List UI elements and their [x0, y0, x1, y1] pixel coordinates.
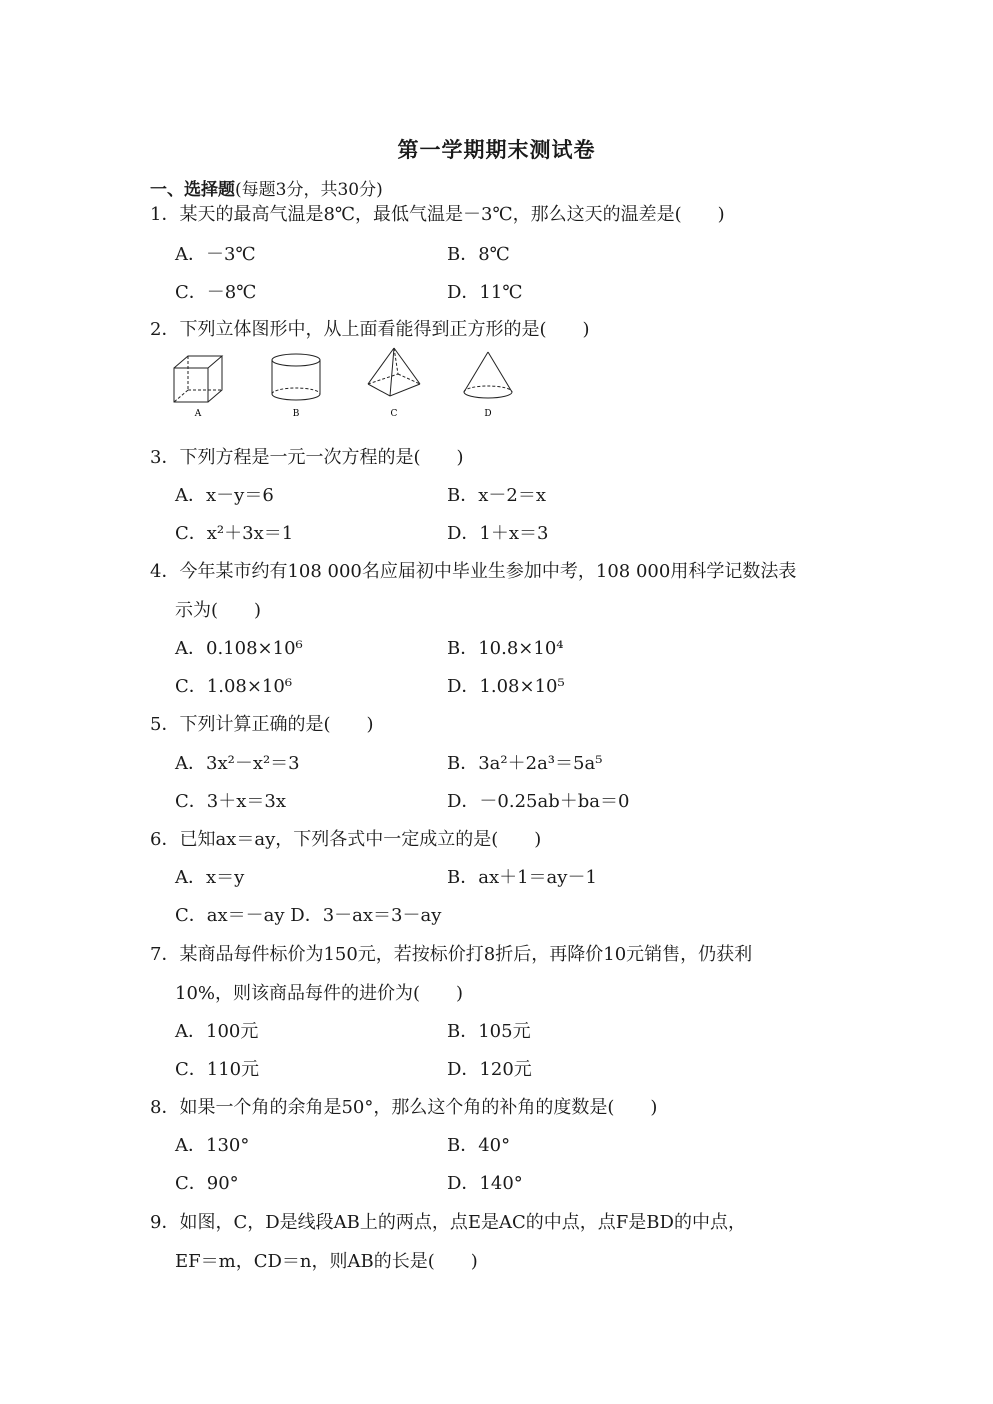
option-d: D．11℃	[447, 282, 523, 303]
question-text: 如图，C，D是线段AB上的两点，点E是AC的中点，点F是BD的中点，	[179, 1212, 746, 1233]
figure-label-c: C	[390, 409, 398, 419]
option-b: B．x－2＝x	[447, 485, 546, 506]
question-text: 某天的最高气温是8℃，最低气温是－3℃，那么这天的温差是( )	[179, 204, 725, 225]
question-1	[150, 200, 725, 226]
question-8	[150, 1093, 657, 1119]
option-b: B．40°	[447, 1135, 511, 1156]
section-note: (每题3分，共30分)	[235, 180, 383, 200]
option-c-d: C．ax＝－ay D．3－ax＝3－ay	[175, 905, 442, 926]
option-b: B．3a²＋2a³＝5a⁵	[447, 753, 603, 774]
option-a: A．3x²－x²＝3	[175, 753, 300, 774]
question-text: 下列方程是一元一次方程的是( )	[179, 447, 464, 468]
question-text: 某商品每件标价为150元，若按标价打8折后，再降价10元销售，仍获利	[179, 944, 753, 965]
question-number: 5．	[150, 714, 180, 735]
option-c: C．3＋x＝3x	[175, 791, 286, 812]
option-d: D．140°	[447, 1173, 523, 1194]
question-4-continued: 示为( )	[175, 600, 262, 621]
question-number: 7．	[150, 944, 180, 965]
cube-figure	[168, 346, 228, 422]
option-a: A．－3℃	[175, 244, 256, 265]
figure-label-a: A	[194, 409, 202, 419]
option-a: A．130°	[175, 1135, 250, 1156]
option-a: A．x＝y	[175, 867, 245, 888]
question-number: 8．	[150, 1097, 180, 1118]
section-heading	[150, 175, 383, 200]
figure-label-d: D	[484, 409, 492, 419]
option-b: B．10.8×10⁴	[447, 638, 564, 659]
question-text: 下列计算正确的是( )	[179, 714, 374, 735]
option-c: C．90°	[175, 1173, 239, 1194]
question-3	[150, 443, 464, 469]
question-text: 今年某市约有108 000名应届初中毕业生参加中考，108 000用科学记数法表	[179, 561, 797, 582]
question-5	[150, 710, 374, 736]
option-d: D．120元	[447, 1059, 532, 1080]
question-9	[150, 1208, 746, 1234]
question-4	[150, 557, 796, 583]
question-text: 已知ax＝ay，下列各式中一定成立的是( )	[179, 829, 542, 850]
option-c: C．－8℃	[175, 282, 257, 303]
question-7-continued: 10%，则该商品每件的进价为( )	[175, 983, 464, 1004]
solid-figures	[168, 346, 508, 422]
question-7	[150, 940, 752, 966]
option-c: C．110元	[175, 1059, 260, 1080]
question-number: 4．	[150, 561, 180, 582]
option-b: B．105元	[447, 1021, 531, 1042]
question-2	[150, 315, 590, 341]
option-b: B．8℃	[447, 244, 510, 265]
option-c: C．1.08×10⁶	[175, 676, 293, 697]
question-number: 6．	[150, 829, 180, 850]
option-b: B．ax＋1＝ay－1	[447, 867, 597, 888]
question-number: 3．	[150, 447, 180, 468]
section-title: 一、选择题	[150, 180, 235, 200]
question-number: 9．	[150, 1212, 180, 1233]
question-number: 1．	[150, 204, 180, 225]
question-number: 2．	[150, 319, 180, 340]
figure-label-b: B	[292, 409, 300, 419]
option-a: A．100元	[175, 1021, 259, 1042]
cylinder-figure	[268, 346, 328, 422]
page-title: 第一学期期末测试卷	[397, 137, 596, 162]
option-d: D．1＋x＝3	[447, 523, 549, 544]
question-text: 如果一个角的余角是50°，那么这个角的补角的度数是( )	[179, 1097, 658, 1118]
cone-figure	[460, 346, 520, 422]
option-c: C．x²＋3x＝1	[175, 523, 294, 544]
question-6	[150, 825, 541, 851]
pyramid-figure	[364, 346, 424, 422]
question-9-continued: EF＝m，CD＝n，则AB的长是( )	[175, 1251, 478, 1272]
option-d: D．1.08×10⁵	[447, 676, 565, 697]
option-a: A．x－y＝6	[175, 485, 274, 506]
question-text: 下列立体图形中，从上面看能得到正方形的是( )	[179, 319, 590, 340]
option-d: D．－0.25ab＋ba＝0	[447, 791, 630, 812]
option-a: A．0.108×10⁶	[175, 638, 303, 659]
